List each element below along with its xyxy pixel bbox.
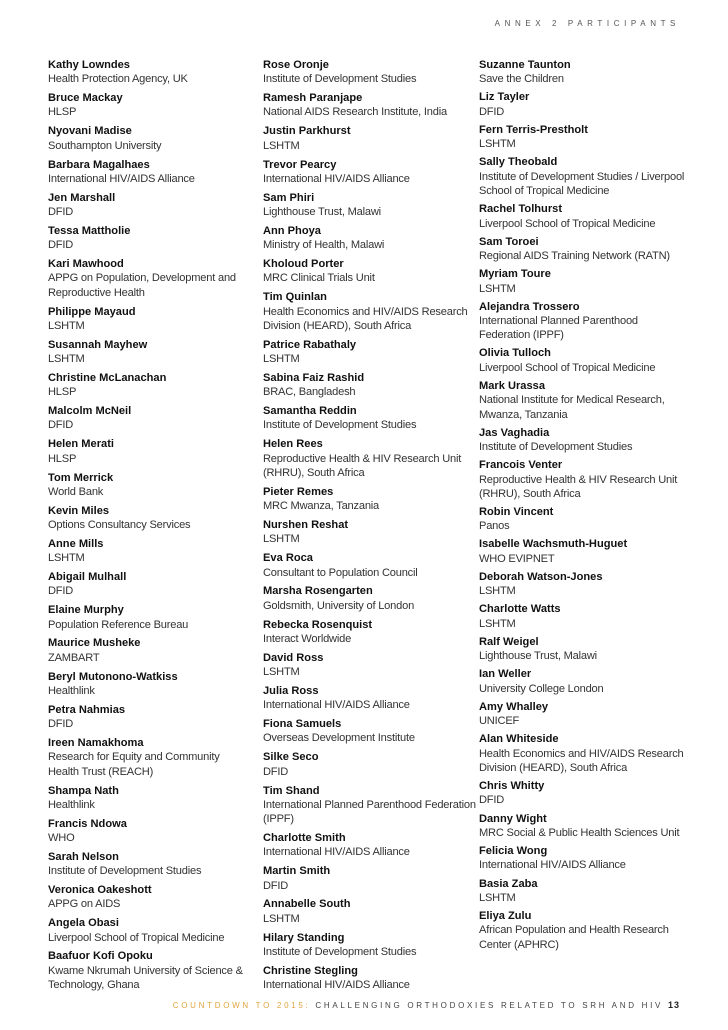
participant-organisation: African Population and Health Research Center (APHRC) (479, 924, 669, 951)
participant-name: Abigail Mulhall (48, 571, 127, 584)
participant-organisation: LSHTM (263, 353, 300, 366)
participant-entry (48, 949, 253, 992)
participant-organisation: International HIV/AIDS Alliance (48, 172, 195, 185)
participant-name: Tim Quinlan (263, 291, 327, 304)
participant-entry (48, 736, 253, 779)
participant-name: Trevor Pearcy (263, 158, 337, 171)
participants-column-1 (48, 58, 253, 997)
participant-name: Eva Roca (263, 552, 313, 565)
participant-name: Sabina Faiz Rashid (263, 371, 365, 384)
participant-organisation: Liverpool School of Tropical Medicine (479, 361, 656, 374)
participant-organisation: DFID (479, 794, 505, 807)
participant-organisation: Save the Children (479, 73, 564, 86)
participants-column-3 (479, 58, 689, 956)
participant-name: Samantha Reddin (263, 405, 357, 418)
participant-name: Helen Merati (48, 438, 114, 451)
participant-entry (479, 732, 689, 775)
participant-organisation: International HIV/AIDS Alliance (263, 979, 410, 992)
participant-organisation: WHO EVIPNET (479, 552, 555, 565)
participant-name: Jen Marshall (48, 191, 116, 204)
participant-organisation: International Planned Parenthood Federation (IPPF) (263, 798, 476, 826)
participant-entry (479, 812, 689, 841)
participant-name: Charlotte Smith (263, 832, 346, 845)
participant-entry (479, 426, 689, 455)
participant-organisation: LSHTM (479, 617, 516, 630)
participant-name: Kevin Miles (48, 504, 110, 517)
participant-entry (263, 964, 478, 993)
participant-organisation: LSHTM (479, 282, 516, 295)
participant-organisation: Healthlink (48, 798, 95, 811)
participant-entry (479, 346, 689, 375)
participants-list (48, 58, 688, 992)
participant-entry (479, 123, 689, 152)
participant-entry (263, 551, 478, 580)
participant-organisation: Kwame Nkrumah University of Science & Technology, Ghana (48, 964, 243, 992)
participant-name: Bruce Mackay (48, 92, 123, 105)
participant-organisation: Institute of Development Studies / Liverpool School of Tropical Medicine (479, 170, 685, 198)
participant-entry (479, 155, 689, 198)
participant-organisation: DFID (48, 718, 74, 731)
participant-entry (48, 404, 253, 433)
participant-organisation: MRC Mwanza, Tanzania (263, 500, 380, 513)
participant-organisation: Healthlink (48, 684, 95, 697)
participant-name: Fiona Samuels (263, 718, 342, 731)
participant-entry (263, 158, 478, 187)
participant-organisation: Lighthouse Trust, Malawi (263, 206, 381, 219)
participant-entry (479, 379, 689, 422)
participant-organisation: Reproductive Health & HIV Research Unit (RHRU), South Africa (479, 473, 678, 500)
participant-organisation: MRC Clinical Trials Unit (263, 272, 375, 285)
participant-name: David Ross (263, 651, 324, 664)
participant-organisation: Goldsmith, University of London (263, 599, 415, 612)
participant-entry (263, 485, 478, 514)
participant-name: Pieter Remes (263, 485, 334, 498)
participant-name: Kathy Lowndes (48, 59, 130, 71)
participant-organisation: International HIV/AIDS Alliance (263, 846, 410, 859)
participant-name: Shampa Nath (48, 784, 119, 797)
participant-organisation: Institute of Development Studies (263, 945, 417, 958)
participant-entry (48, 338, 253, 367)
participant-entry (48, 158, 253, 187)
footer-title: CHALLENGING ORTHODOXIES RELATED TO SRH AND HIV (315, 1001, 664, 1010)
participant-entry (263, 191, 478, 220)
participant-name: Ralf Weigel (479, 635, 539, 648)
participant-entry (479, 909, 689, 952)
participant-name: Nurshen Reshat (263, 519, 349, 532)
participant-entry (479, 202, 689, 231)
participant-name: Ian Weller (479, 668, 532, 681)
participant-name: Martin Smith (263, 865, 331, 878)
participant-entry (48, 670, 253, 699)
participant-name: Eliya Zulu (479, 910, 532, 923)
participant-name: Nyovani Madise (48, 125, 132, 138)
participant-name: Baafuor Kofi Opoku (48, 950, 153, 963)
participant-organisation: LSHTM (263, 666, 300, 679)
participant-entry (48, 371, 253, 400)
participant-entry (48, 537, 253, 566)
footer-brand: COUNTDOWN TO 2015: (172, 1001, 311, 1010)
participant-name: Veronica Oakeshott (48, 884, 152, 897)
participant-name: Marsha Rosengarten (263, 585, 373, 598)
participant-organisation: Panos (479, 520, 510, 533)
participant-organisation: International Planned Parenthood Federation (IPPF) (479, 314, 638, 342)
participant-organisation: International HIV/AIDS Alliance (479, 859, 626, 872)
participant-entry (263, 257, 478, 286)
participant-organisation: University College London (479, 682, 604, 695)
participant-name: Suzanne Taunton (479, 59, 571, 71)
participant-name: Rose Oronje (263, 59, 329, 71)
participant-entry (48, 817, 253, 846)
participant-name: Sarah Nelson (48, 850, 119, 863)
participant-name: Liz Tayler (479, 91, 530, 104)
participant-name: Basia Zaba (479, 877, 538, 890)
participant-organisation: LSHTM (479, 138, 516, 151)
participant-name: Olivia Tulloch (479, 347, 551, 360)
participant-name: Patrice Rabathaly (263, 338, 357, 351)
participant-organisation: DFID (48, 206, 74, 219)
participant-name: Annabelle South (263, 898, 351, 911)
participant-organisation: Health Protection Agency, UK (48, 73, 188, 86)
participant-entry (263, 404, 478, 433)
participant-organisation: International HIV/AIDS Alliance (263, 699, 410, 712)
participant-entry (479, 58, 689, 87)
participant-name: Susannah Mayhew (48, 338, 148, 351)
participant-organisation: LSHTM (479, 585, 516, 598)
participant-name: Mark Urassa (479, 379, 545, 392)
participant-name: Kholoud Porter (263, 258, 344, 271)
participant-organisation: Institute of Development Studies (48, 865, 202, 878)
participant-entry (263, 437, 478, 480)
participant-entry (479, 300, 689, 343)
participant-entry (263, 651, 478, 680)
participant-entry (263, 618, 478, 647)
participant-entry (263, 290, 478, 333)
participant-entry (48, 124, 253, 153)
participant-organisation: Health Economics and HIV/AIDS Research Division (HEARD), South Africa (263, 305, 468, 332)
participant-name: Tom Merrick (48, 471, 114, 484)
participant-organisation: Lighthouse Trust, Malawi (479, 650, 597, 663)
participant-organisation: LSHTM (479, 891, 516, 904)
participant-name: Jas Vaghadia (479, 426, 550, 439)
participant-name: Christine McLanachan (48, 371, 167, 384)
participant-name: Robin Vincent (479, 506, 554, 518)
participant-organisation: Ministry of Health, Malawi (263, 239, 385, 252)
participant-name: Justin Parkhurst (263, 125, 351, 138)
participant-name: Barbara Magalhaes (48, 158, 150, 171)
participant-entry (48, 784, 253, 813)
participant-entry (263, 684, 478, 713)
participant-organisation: LSHTM (48, 353, 85, 366)
participant-entry (479, 235, 689, 264)
participant-organisation: National AIDS Research Institute, India (263, 106, 447, 119)
participant-name: Amy Whalley (479, 700, 549, 713)
participant-entry (479, 844, 689, 873)
participant-entry (479, 877, 689, 906)
participant-name: Malcolm McNeil (48, 405, 132, 418)
participant-entry (263, 784, 478, 827)
participant-entry (48, 570, 253, 599)
participant-organisation: DFID (263, 765, 289, 778)
participant-entry (479, 667, 689, 696)
participant-organisation: Reproductive Health & HIV Research Unit (RHRU), South Africa (263, 452, 462, 479)
participant-organisation: LSHTM (263, 139, 300, 152)
participant-entry (263, 931, 478, 960)
participant-organisation: ZAMBART (48, 651, 100, 664)
participant-entry (48, 471, 253, 500)
participant-name: Rebecka Rosenquist (263, 618, 373, 631)
participant-name: Sam Phiri (263, 191, 315, 204)
participant-organisation: BRAC, Bangladesh (263, 386, 356, 399)
participant-organisation: HLSP (48, 452, 77, 465)
participant-name: Ann Phoya (263, 224, 321, 237)
participant-organisation: DFID (48, 419, 74, 432)
participant-name: Hilary Standing (263, 931, 345, 944)
participant-name: Francis Ndowa (48, 817, 127, 830)
participant-entry (263, 338, 478, 367)
participant-organisation: Institute of Development Studies (479, 441, 633, 454)
participant-entry (48, 916, 253, 945)
participant-name: Sam Toroei (479, 235, 539, 248)
participant-organisation: National Institute for Medical Research, Mwanza, Tanzania (479, 394, 665, 421)
participant-organisation: LSHTM (263, 533, 300, 546)
participant-name: Rachel Tolhurst (479, 203, 563, 216)
participant-entry (479, 267, 689, 296)
page-number: 13 (667, 1000, 680, 1010)
participant-organisation: Institute of Development Studies (263, 419, 417, 432)
participant-name: Petra Nahmias (48, 703, 126, 716)
participant-name: Isabelle Wachsmuth-Huguet (479, 538, 628, 551)
participant-organisation: Liverpool School of Tropical Medicine (479, 217, 656, 230)
participant-name: Tessa Mattholie (48, 224, 131, 237)
participant-entry (479, 90, 689, 119)
participant-name: Myriam Toure (479, 268, 551, 281)
participant-entry (48, 257, 253, 300)
participant-entry (479, 537, 689, 566)
participant-name: Deborah Watson-Jones (479, 570, 603, 583)
participant-organisation: APPG on Population, Development and Reproductive Health (48, 272, 236, 299)
participant-name: Chris Whitty (479, 780, 545, 793)
participant-name: Angela Obasi (48, 917, 119, 930)
participant-entry (263, 371, 478, 400)
participant-entry (48, 437, 253, 466)
participant-name: Julia Ross (263, 684, 319, 697)
participant-entry (48, 91, 253, 120)
participant-entry (48, 883, 253, 912)
participant-organisation: Overseas Development Institute (263, 732, 415, 745)
participant-entry (263, 717, 478, 746)
participant-entry (479, 700, 689, 729)
participant-organisation: Options Consultancy Services (48, 519, 191, 532)
participant-entry (263, 518, 478, 547)
participant-name: Beryl Mutonono-Watkiss (48, 670, 178, 683)
participant-name: Elaine Murphy (48, 604, 124, 617)
participant-organisation: LSHTM (263, 912, 300, 925)
participant-organisation: APPG on AIDS (48, 898, 121, 911)
participant-entry (263, 91, 478, 120)
participant-organisation: DFID (48, 239, 74, 252)
participant-entry (48, 58, 253, 87)
participant-entry (263, 750, 478, 779)
participant-name: Alan Whiteside (479, 733, 559, 746)
participant-organisation: MRC Social & Public Health Sciences Unit (479, 826, 680, 839)
participant-entry (479, 779, 689, 808)
participant-organisation: WHO (48, 832, 75, 845)
participant-entry (48, 224, 253, 253)
participant-organisation: Institute of Development Studies (263, 73, 417, 86)
participant-name: Danny Wight (479, 812, 547, 825)
participant-organisation: World Bank (48, 485, 104, 498)
participant-name: Kari Mawhood (48, 258, 124, 271)
participant-entry (48, 305, 253, 334)
participant-organisation: Consultant to Population Council (263, 566, 418, 579)
participant-organisation: International HIV/AIDS Alliance (263, 172, 410, 185)
running-header: ANNEX 2 PARTICIPANTS (494, 19, 680, 28)
participant-entry (263, 864, 478, 893)
participant-entry (479, 458, 689, 501)
participants-column-2 (263, 58, 478, 997)
participant-organisation: HLSP (48, 386, 77, 399)
participant-name: Sally Theobald (479, 156, 558, 169)
participant-name: Ireen Namakhoma (48, 737, 144, 750)
participant-name: Fern Terris-Prestholt (479, 123, 588, 136)
participant-name: Christine Stegling (263, 964, 358, 977)
participant-name: Felicia Wong (479, 845, 548, 858)
participant-entry (479, 505, 689, 534)
participant-name: Charlotte Watts (479, 603, 561, 616)
participant-organisation: LSHTM (48, 552, 85, 565)
participant-entry (263, 124, 478, 153)
participant-name: Silke Seco (263, 751, 319, 764)
participant-entry (48, 850, 253, 879)
participant-organisation: DFID (48, 585, 74, 598)
participant-organisation: UNICEF (479, 715, 520, 728)
participant-name: Ramesh Paranjape (263, 92, 363, 105)
participant-entry (263, 224, 478, 253)
participant-organisation: Health Economics and HIV/AIDS Research Division (HEARD), South Africa (479, 747, 684, 774)
participant-entry (479, 635, 689, 664)
participant-entry (479, 602, 689, 631)
page-footer (173, 1000, 680, 1010)
participant-organisation: HLSP (48, 106, 77, 119)
participant-entry (48, 636, 253, 665)
participant-organisation: DFID (479, 105, 505, 118)
participant-organisation: Regional AIDS Training Network (RATN) (479, 250, 670, 263)
participant-organisation: Southampton University (48, 139, 162, 152)
participant-entry (263, 897, 478, 926)
participant-organisation: Liverpool School of Tropical Medicine (48, 931, 225, 944)
participant-organisation: LSHTM (48, 319, 85, 332)
participant-organisation: DFID (263, 879, 289, 892)
participant-entry (48, 504, 253, 533)
participant-name: Philippe Mayaud (48, 305, 136, 318)
participant-entry (263, 584, 478, 613)
participant-entry (263, 831, 478, 860)
participant-name: Maurice Musheke (48, 637, 141, 650)
participant-entry (479, 570, 689, 599)
participant-name: Francois Venter (479, 459, 563, 472)
participant-name: Tim Shand (263, 784, 320, 797)
participant-organisation: Research for Equity and Community Health Trust (REACH) (48, 751, 220, 778)
participant-organisation: Population Reference Bureau (48, 618, 189, 631)
participant-organisation: Interact Worldwide (263, 632, 352, 645)
participant-entry (263, 58, 478, 87)
participant-entry (48, 703, 253, 732)
participant-name: Helen Rees (263, 438, 323, 451)
participant-entry (48, 191, 253, 220)
participant-name: Alejandra Trossero (479, 300, 580, 313)
participant-entry (48, 603, 253, 632)
participant-name: Anne Mills (48, 537, 104, 550)
